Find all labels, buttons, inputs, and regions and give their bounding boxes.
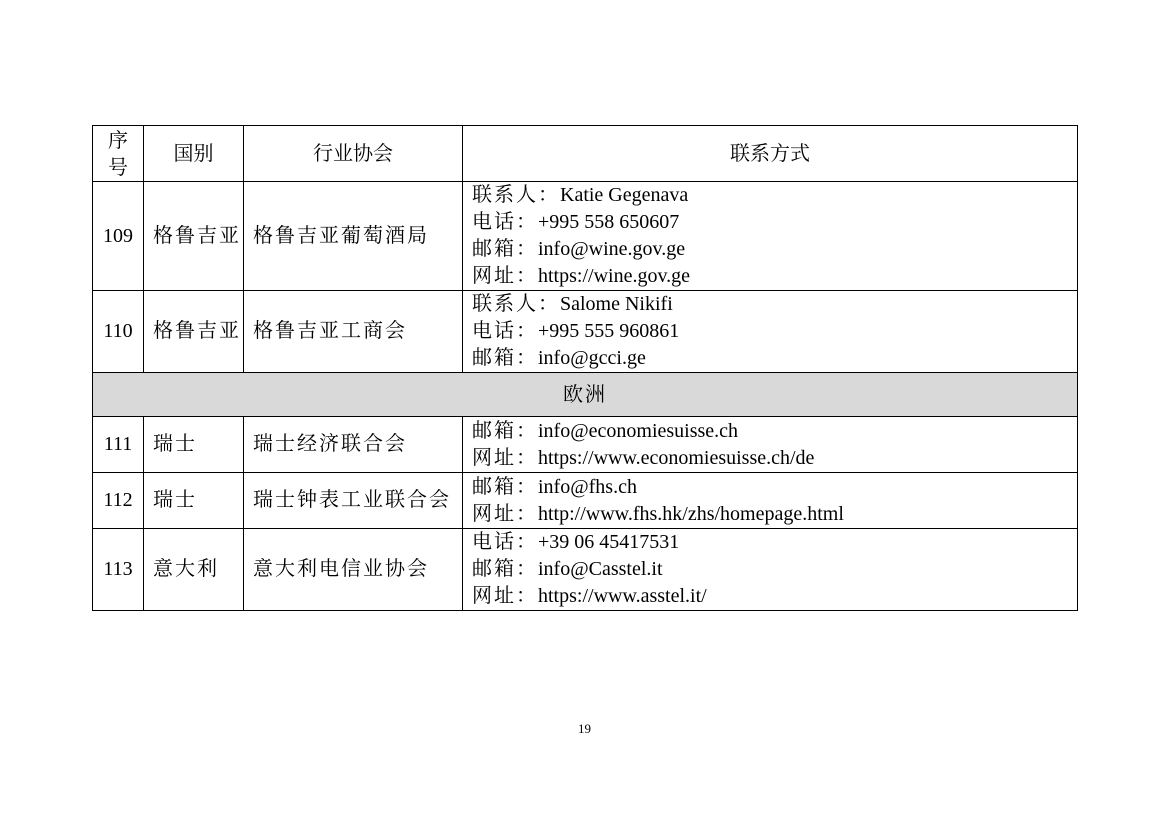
contact-label: 电话：: [472, 531, 538, 553]
contact-label: 邮箱：: [472, 475, 538, 498]
association-cell: 意大利电信业协会: [244, 529, 463, 611]
table-row: [93, 182, 1078, 291]
header-serial-number-line-1: 序: [108, 127, 128, 152]
table-header-row: [93, 126, 1078, 182]
association-cell: 瑞士钟表工业联合会: [244, 473, 463, 529]
contact-line-phone: [472, 529, 1077, 556]
contact-line-email: [472, 418, 1077, 445]
association-cell: 瑞士经济联合会: [244, 417, 463, 473]
page-number: 19: [578, 721, 591, 736]
country-cell: 意大利: [144, 529, 244, 611]
serial-number-cell: 111: [93, 417, 144, 473]
contact-line-email: [472, 345, 1077, 372]
contact-value: http://www.fhs.hk/zhs/homepage.html: [538, 502, 844, 525]
contact-line-website: [472, 263, 1077, 290]
contact-cell: [463, 291, 1078, 373]
header-serial-number-line-2: 号: [108, 154, 128, 179]
contact-cell: [463, 417, 1078, 473]
contact-label: 邮箱：: [472, 558, 538, 580]
country-cell: 格鲁吉亚: [144, 182, 244, 291]
contact-line-email: [472, 236, 1077, 263]
contact-line-website: [472, 583, 1077, 610]
contact-line-website: [472, 501, 1077, 528]
contact-label: 联系人：: [472, 184, 560, 206]
contact-label: 网址：: [472, 502, 538, 525]
contact-line-email: [472, 474, 1077, 501]
table-row: [93, 473, 1078, 529]
contact-line-email: [472, 556, 1077, 583]
serial-number-cell: 112: [93, 473, 144, 529]
contact-label: 电话：: [472, 320, 538, 342]
header-serial-number: [93, 126, 144, 182]
contact-line-person: [472, 182, 1077, 209]
serial-number-cell: 113: [93, 529, 144, 611]
contact-value: +995 555 960861: [538, 320, 680, 342]
contact-line-website: [472, 445, 1077, 472]
contact-label: 网址：: [472, 585, 538, 607]
contact-line-phone: [472, 209, 1077, 236]
contact-value: Salome Nikifi: [560, 293, 673, 315]
contact-value: info@fhs.ch: [538, 475, 637, 498]
contact-table: [92, 125, 1078, 611]
contact-value: https://www.asstel.it/: [538, 585, 707, 607]
contact-label: 联系人：: [472, 293, 560, 315]
contact-value: +995 558 650607: [538, 211, 680, 233]
association-cell: 格鲁吉亚工商会: [244, 291, 463, 373]
contact-label: 电话：: [472, 211, 538, 233]
contact-value: Katie Gegenava: [560, 184, 689, 206]
region-label: 欧洲: [93, 373, 1078, 417]
contact-cell: [463, 473, 1078, 529]
contact-label: 网址：: [472, 446, 538, 469]
contact-line-phone: [472, 318, 1077, 345]
serial-number-cell: 110: [93, 291, 144, 373]
contact-value: info@gcci.ge: [538, 347, 646, 369]
table-row: [93, 291, 1078, 373]
contact-value: +39 06 45417531: [538, 531, 680, 553]
contact-value: info@economiesuisse.ch: [538, 419, 739, 442]
association-cell: 格鲁吉亚葡萄酒局: [244, 182, 463, 291]
header-contact: 联系方式: [463, 126, 1078, 182]
contact-value: https://www.economiesuisse.ch/de: [538, 446, 815, 469]
region-row: [93, 373, 1078, 417]
country-cell: 瑞士: [144, 473, 244, 529]
contact-label: 网址：: [472, 265, 538, 287]
header-country: 国别: [144, 126, 244, 182]
contact-value: https://wine.gov.ge: [538, 265, 691, 287]
contact-cell: [463, 529, 1078, 611]
contact-line-person: [472, 291, 1077, 318]
contact-label: 邮箱：: [472, 419, 538, 442]
contact-label: 邮箱：: [472, 238, 538, 260]
header-association: 行业协会: [244, 126, 463, 182]
table-row: [93, 417, 1078, 473]
contact-label: 邮箱：: [472, 347, 538, 369]
contact-value: info@Casstel.it: [538, 558, 663, 580]
contact-value: info@wine.gov.ge: [538, 238, 686, 260]
contact-cell: [463, 182, 1078, 291]
serial-number-cell: 109: [93, 182, 144, 291]
country-cell: 瑞士: [144, 417, 244, 473]
table-row: [93, 529, 1078, 611]
country-cell: 格鲁吉亚: [144, 291, 244, 373]
